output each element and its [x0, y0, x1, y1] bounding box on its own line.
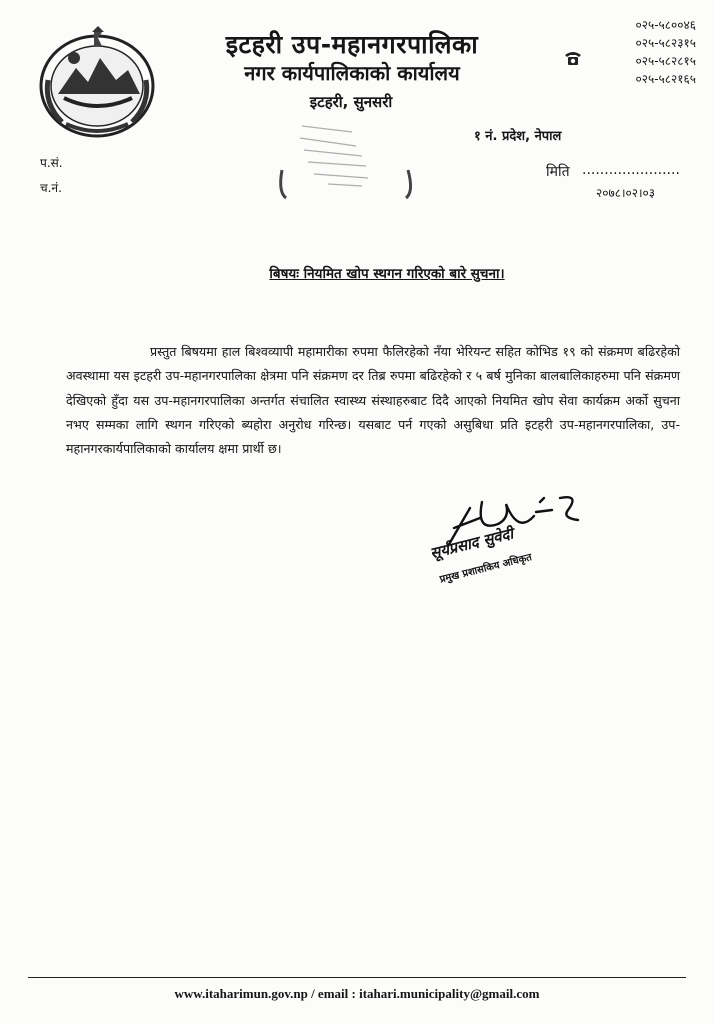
office-title: नगर कार्यपालिकाको कार्यालय — [244, 61, 460, 85]
letter-body: प्रस्तुत बिषयमा हाल बिश्वव्यापी महामारीका रुपमा फैलिरहेको नँया भेरियन्ट सहित कोभिड १९ को संक्रमण बढिरहेको अवस्थामा यस इटहरी उप-महानगरपालिका क्षेत्रमा पनि संक्रमण दर तिब्र रुपमा बढिरहेको र ५ बर्ष मुनिका बालबालिकाहरुमा पनि संक्रमण देखिएको हुँदा यस उप-महानगरपालिका अन्तर्गत संचालित स्वास्थ्य संस्थाहरुबाट दिदै आएको नियमित खोप सेवा कार्यक्रम अर्को सुचना नभए सम्मका लागि स्थगन गरिएको ब्यहोरा अनुरोध गरिन्छ। यसबाट पर्न गएको असुबिधा प्रति इटहरी उप-महानगरपालिका, उप-महानगरकार्यपालिकाको कार्यालय क्षमा प्रार्थी छ। — [66, 344, 680, 457]
phone-number: ०२५-५८२१६५ — [635, 72, 696, 86]
office-stamp — [272, 92, 420, 204]
office-location: इटहरी, सुनसरी — [309, 93, 393, 111]
footer-contact: www.itaharimun.gov.np / email : itahari.municipality@gmail.com — [174, 986, 540, 1001]
province-line: १ नं. प्रदेश, नेपाल — [474, 129, 562, 144]
cn-label: च.नं. — [40, 181, 62, 195]
ps-label: प.सं. — [40, 156, 63, 170]
phone-number: ०२५-५८२३१५ — [635, 36, 696, 50]
signatory-name: सूर्यप्रसाद सुवेदी — [428, 524, 515, 563]
phone-number: ०२५-५८२८१५ — [635, 54, 696, 68]
date-label: मिति — [546, 164, 570, 180]
date-dots: ...................... — [582, 162, 680, 178]
date-value: २०७८।०२।०३ — [596, 186, 656, 200]
phone-list — [586, 16, 696, 88]
municipal-emblem-seal — [36, 24, 158, 142]
telephone-icon — [563, 50, 583, 66]
municipality-title: इटहरी उप-महानगरपालिका — [225, 30, 479, 59]
phone-number: ०२५-५८००४६ — [635, 18, 696, 32]
signatory-title: प्रमुख प्रशासकिय अधिकृत — [438, 552, 534, 586]
footer-divider — [28, 977, 686, 978]
letter-subject: बिषयः नियमित खोप स्थगन गरिएको बारे सुचना। — [269, 266, 505, 282]
